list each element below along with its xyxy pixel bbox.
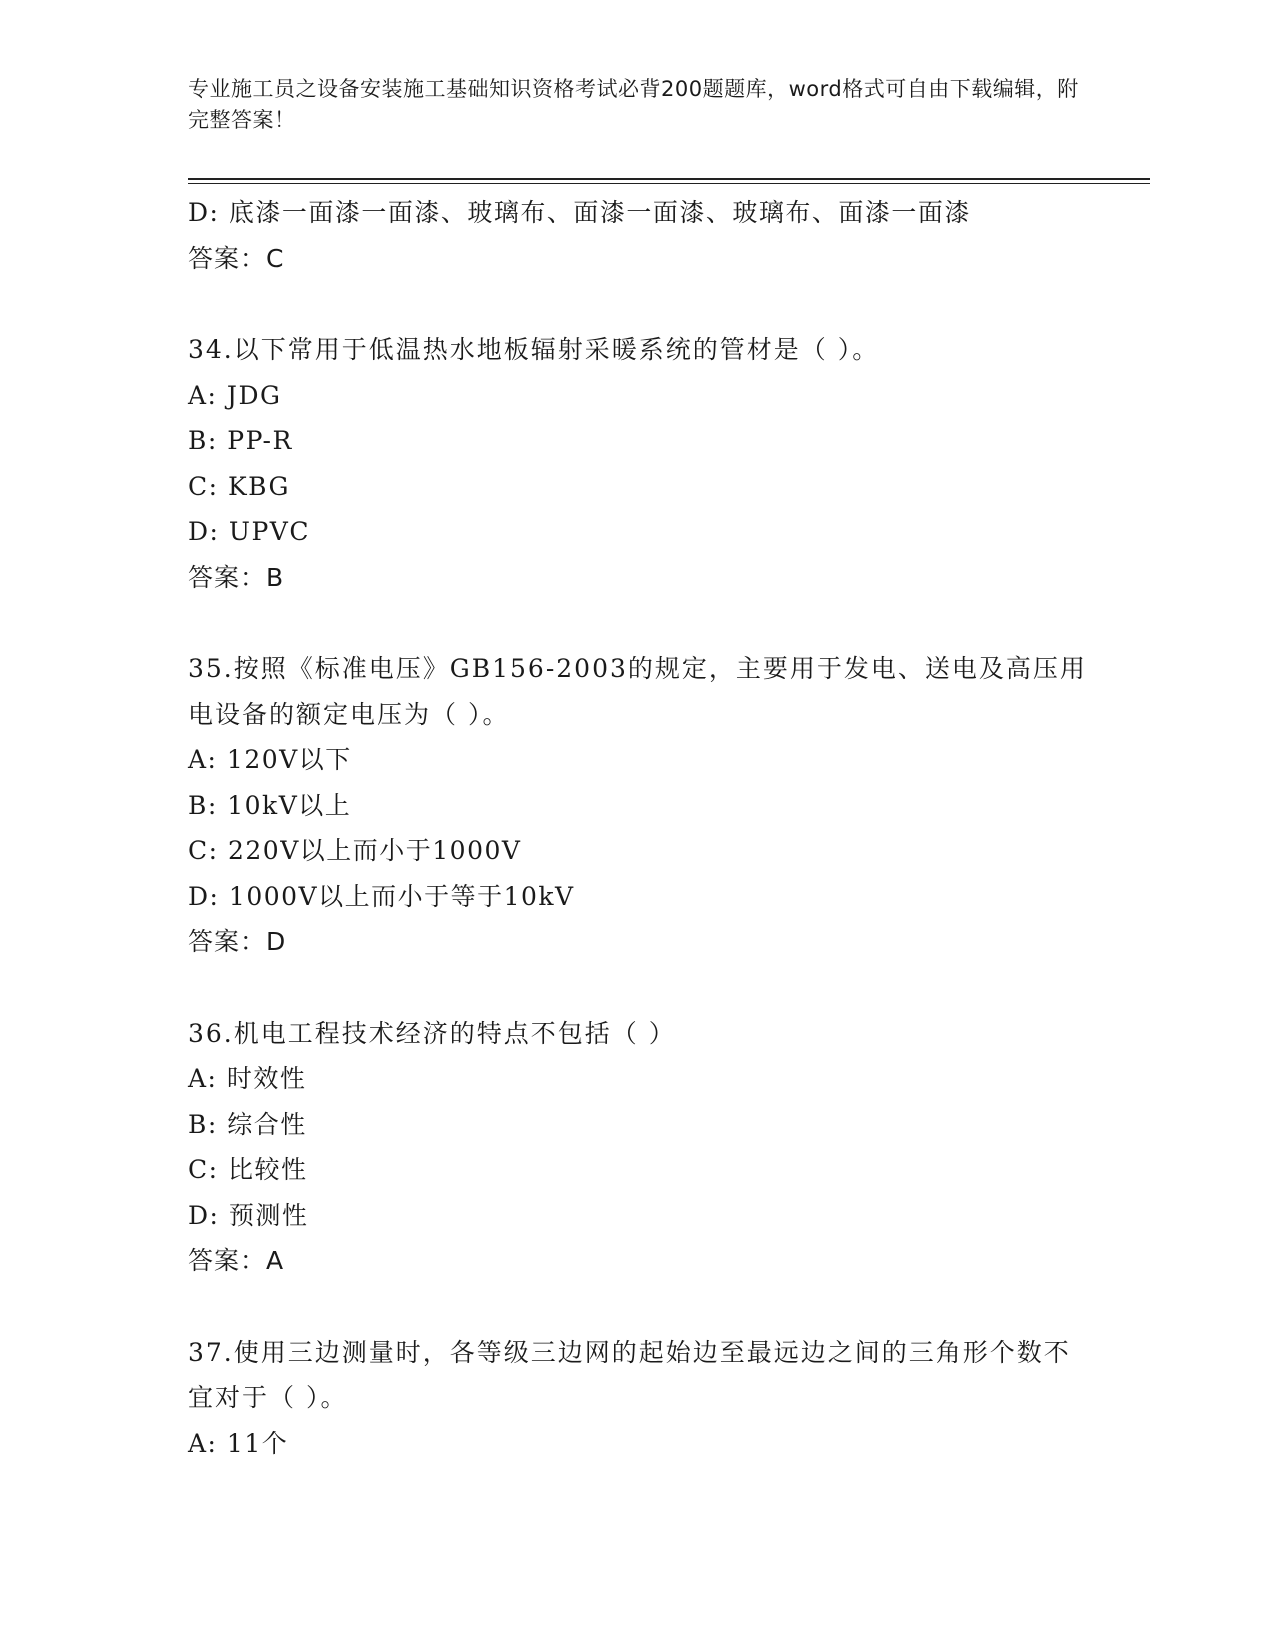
question-33-continued [188, 190, 1088, 281]
question-34 [188, 327, 1088, 600]
question-stem: 35.按照《标准电压》GB156-2003的规定，主要用于发电、送电及高压用电设备的额定电压为（ ）。 [188, 654, 1087, 729]
answer-line: 答案：B [188, 562, 285, 592]
document-content [188, 190, 1088, 1466]
option-b: B: PP-R [188, 426, 293, 455]
option-a: A: 120V以下 [188, 745, 352, 774]
header-divider-thin [188, 183, 1150, 184]
option-b: B: 综合性 [188, 1109, 307, 1139]
option-d: D: 预测性 [188, 1200, 309, 1230]
answer-line: 答案：A [188, 1246, 285, 1275]
option-d: D: UPVC [188, 517, 310, 546]
option-a: A: 时效性 [188, 1064, 307, 1093]
option-d: D: 底漆一面漆一面漆、玻璃布、面漆一面漆、玻璃布、面漆一面漆 [188, 198, 971, 227]
option-b: B: 10kV以上 [188, 790, 352, 820]
answer-line: 答案：C [188, 243, 285, 273]
option-a: A: 11个 [188, 1428, 289, 1458]
question-37 [188, 1330, 1088, 1467]
option-d: D: 1000V以上而小于等于10kV [188, 881, 575, 911]
option-c: C: KBG [188, 471, 290, 501]
question-stem: 34.以下常用于低温热水地板辐射采暖系统的管材是（ ）。 [188, 335, 880, 364]
header-divider-thick [188, 178, 1150, 180]
question-stem: 37.使用三边测量时，各等级三边网的起始边至最远边之间的三角形个数不宜对于（ ）。 [188, 1337, 1071, 1412]
option-c: C: 比较性 [188, 1155, 308, 1184]
question-36 [188, 1011, 1088, 1284]
option-a: A: JDG [188, 380, 282, 410]
question-35 [188, 646, 1088, 965]
document-header: 专业施工员之设备安装施工基础知识资格考试必背200题题库，word格式可自由下载编辑，附完整答案！ [188, 77, 1079, 132]
question-stem: 36.机电工程技术经济的特点不包括（ ） [188, 1018, 676, 1048]
option-c: C: 220V以上而小于1000V [188, 836, 522, 865]
answer-line: 答案：D [188, 927, 287, 956]
